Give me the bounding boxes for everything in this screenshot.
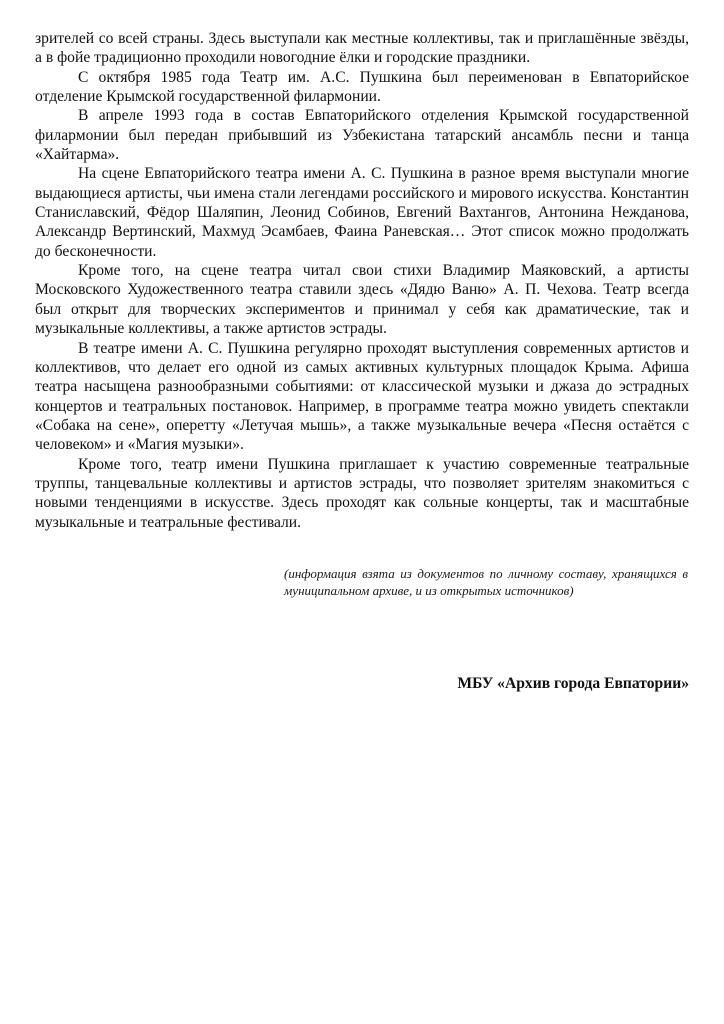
paragraph-festivals: Кроме того, театр имени Пушкина приглашает к участию современные театральные труппы, танцевальные коллективы и артистов эстрады, что позволяет зрителям знакомиться с новыми тенденциями в искусстве. Здесь проходят как сольные концерты, так и масштабные музыкальные и театральные фестивали. <box>35 455 689 531</box>
paragraph-modern-repertoire: В театре имени А. С. Пушкина регулярно проходят выступления современных артистов и коллективов, что делает его одной из самых активных культурных площадок Крыма. Афиша театра насыщена разнообразными событиями: от классической музыки и джаза до эстрадных концертов и театральных постановок. Например, в программе театра можно увидеть спектакли «Собака на сене», оперетту «Летучая мышь», а также музыкальные вечера «Песня остаётся с человеком» и «Магия музыки». <box>35 339 689 454</box>
paragraph-continuation: зрителей со всей страны. Здесь выступали как местные коллективы, так и приглашённые звёзды, а в фойе традиционно проходили новогодние ёлки и городские праздники. <box>35 30 689 67</box>
document-body <box>35 29 689 532</box>
paragraph-renaming-1985: С октября 1985 года Театр им. А.С. Пушкина был переименован в Евпаторийское отделение Крымской государственной филармонии. <box>35 68 689 106</box>
paragraph-khaytarma-1993: В апреле 1993 года в состав Евпаторийского отделения Крымской государственной филармонии был передан прибывший из Узбекистана татарский ансамбль песни и танца «Хайтарма». <box>35 107 689 164</box>
source-note: (информация взята из документов по личному составу, хранящихся в муниципальном архиве, и из открытых источников) <box>284 566 688 598</box>
paragraph-famous-artists: На сцене Евпаторийского театра имени А. С. Пушкина в разное время выступали многие выдающиеся артисты, чьи имена стали легендами российского и мирового искусства. Константин Станиславский, Фёдор Шаляпин, Леонид Собинов, Евгений Вахтангов, Антонина Нежданова, Александр Вертинский, Махмуд Эсамбаев, Фаина Раневская… Этот список можно продолжать до бесконечности. <box>35 165 689 260</box>
paragraph-mayakovsky-mkhat: Кроме того, на сцене театра читал свои стихи Владимир Маяковский, а артисты Московского Художественного театра ставили здесь «Дядю Ваню» А. П. Чехова. Театр всегда был открыт для творческих экспериментов и принимал у себя как драматические, так и музыкальные коллективы, а также артистов эстрады. <box>35 262 689 338</box>
archive-signature: МБУ «Архив города Евпатории» <box>457 675 689 692</box>
